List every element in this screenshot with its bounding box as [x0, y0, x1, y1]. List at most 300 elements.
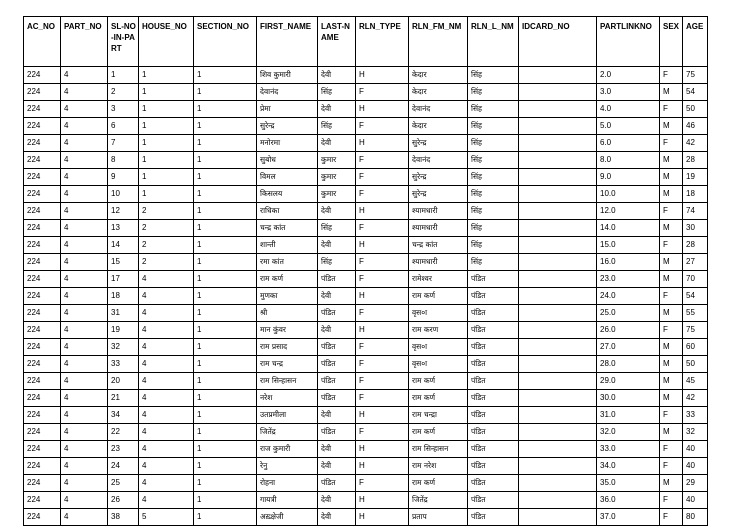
cell-age: 27: [683, 254, 708, 271]
cell-age: 30: [683, 220, 708, 237]
cell-idcard-no: [519, 67, 597, 84]
cell-rln-type: F: [356, 356, 409, 373]
cell-part-no: 4: [61, 441, 108, 458]
cell-idcard-no: [519, 152, 597, 169]
cell-first-name: मनोरमा: [257, 135, 318, 152]
cell-last-name: देवी: [318, 441, 356, 458]
cell-first-name: नरेश: [257, 390, 318, 407]
table-body: [24, 67, 708, 526]
cell-first-name: चन्द्र कांत: [257, 220, 318, 237]
cell-rln-type: H: [356, 458, 409, 475]
cell-part-no: 4: [61, 67, 108, 84]
cell-house-no: 4: [139, 390, 194, 407]
cell-age: 33: [683, 407, 708, 424]
cell-sex: F: [660, 135, 683, 152]
cell-rln-type: F: [356, 390, 409, 407]
cell-rln-type: H: [356, 407, 409, 424]
cell-part-no: 4: [61, 492, 108, 509]
cell-rln-fm-nm: राम करण: [409, 322, 468, 339]
cell-sex: M: [660, 169, 683, 186]
cell-idcard-no: [519, 475, 597, 492]
cell-house-no: 5: [139, 509, 194, 526]
cell-age: 18: [683, 186, 708, 203]
cell-last-name: सिंह: [318, 254, 356, 271]
cell-ac-no: 224: [24, 509, 61, 526]
cell-part-no: 4: [61, 271, 108, 288]
cell-ac-no: 224: [24, 152, 61, 169]
cell-age: 32: [683, 424, 708, 441]
cell-idcard-no: [519, 288, 597, 305]
cell-sl-no: 22: [108, 424, 139, 441]
cell-rln-l-nm: पंडित: [468, 305, 519, 322]
cell-rln-l-nm: पंडित: [468, 407, 519, 424]
cell-rln-type: F: [356, 254, 409, 271]
column-header-part-no: PART_NO: [61, 17, 108, 67]
cell-rln-fm-nm: चन्द्र कांत: [409, 237, 468, 254]
cell-idcard-no: [519, 101, 597, 118]
table-row: [24, 101, 708, 118]
cell-last-name: देवी: [318, 492, 356, 509]
cell-idcard-no: [519, 373, 597, 390]
cell-sex: M: [660, 390, 683, 407]
cell-sl-no: 15: [108, 254, 139, 271]
cell-part-no: 4: [61, 254, 108, 271]
cell-house-no: 1: [139, 101, 194, 118]
cell-section-no: 1: [194, 271, 257, 288]
cell-part-no: 4: [61, 152, 108, 169]
cell-part-no: 4: [61, 220, 108, 237]
cell-rln-l-nm: पंडित: [468, 356, 519, 373]
cell-section-no: 1: [194, 135, 257, 152]
table-row: [24, 509, 708, 526]
cell-partlinkno: 35.0: [597, 475, 660, 492]
column-header-rln-fm-nm: RLN_FM_NM: [409, 17, 468, 67]
cell-section-no: 1: [194, 509, 257, 526]
cell-rln-l-nm: पंडित: [468, 492, 519, 509]
cell-rln-type: H: [356, 135, 409, 152]
cell-age: 40: [683, 441, 708, 458]
cell-section-no: 1: [194, 305, 257, 322]
cell-ac-no: 224: [24, 254, 61, 271]
cell-idcard-no: [519, 407, 597, 424]
cell-idcard-no: [519, 356, 597, 373]
cell-first-name: अख़्क्षेजी: [257, 509, 318, 526]
table-row: [24, 67, 708, 84]
cell-sex: F: [660, 101, 683, 118]
cell-sl-no: 34: [108, 407, 139, 424]
cell-age: 29: [683, 475, 708, 492]
table-row: [24, 186, 708, 203]
cell-partlinkno: 15.0: [597, 237, 660, 254]
cell-house-no: 4: [139, 288, 194, 305]
cell-first-name: मान कुंवर: [257, 322, 318, 339]
cell-rln-fm-nm: रामेश्वर: [409, 271, 468, 288]
cell-sex: F: [660, 458, 683, 475]
cell-ac-no: 224: [24, 220, 61, 237]
table-row: [24, 407, 708, 424]
cell-ac-no: 224: [24, 101, 61, 118]
cell-part-no: 4: [61, 169, 108, 186]
cell-age: 40: [683, 492, 708, 509]
cell-first-name: रमा कांत: [257, 254, 318, 271]
cell-section-no: 1: [194, 67, 257, 84]
cell-last-name: पंडित: [318, 390, 356, 407]
cell-section-no: 1: [194, 254, 257, 271]
cell-last-name: पंडित: [318, 373, 356, 390]
cell-last-name: पंडित: [318, 339, 356, 356]
cell-sex: F: [660, 288, 683, 305]
cell-section-no: 1: [194, 441, 257, 458]
cell-part-no: 4: [61, 305, 108, 322]
cell-rln-l-nm: सिंह: [468, 67, 519, 84]
cell-last-name: पंडित: [318, 271, 356, 288]
cell-house-no: 1: [139, 169, 194, 186]
cell-rln-type: F: [356, 424, 409, 441]
column-header-sex: SEX: [660, 17, 683, 67]
cell-rln-l-nm: पंडित: [468, 288, 519, 305]
cell-idcard-no: [519, 169, 597, 186]
cell-sl-no: 25: [108, 475, 139, 492]
cell-age: 60: [683, 339, 708, 356]
cell-age: 55: [683, 305, 708, 322]
cell-rln-l-nm: सिंह: [468, 220, 519, 237]
cell-part-no: 4: [61, 101, 108, 118]
table-row: [24, 152, 708, 169]
cell-last-name: सिंह: [318, 220, 356, 237]
cell-rln-fm-nm: राम सिन्हासन: [409, 441, 468, 458]
cell-idcard-no: [519, 186, 597, 203]
table-row: [24, 305, 708, 322]
cell-house-no: 4: [139, 492, 194, 509]
cell-section-no: 1: [194, 288, 257, 305]
cell-first-name: प्रेमा: [257, 101, 318, 118]
table-row: [24, 169, 708, 186]
cell-rln-fm-nm: सुरेन्द्र: [409, 169, 468, 186]
cell-first-name: विमल: [257, 169, 318, 186]
cell-idcard-no: [519, 492, 597, 509]
column-header-first-name: FIRST_NAME: [257, 17, 318, 67]
cell-last-name: देवी: [318, 322, 356, 339]
cell-rln-fm-nm: देवानंद: [409, 101, 468, 118]
cell-section-no: 1: [194, 492, 257, 509]
cell-rln-fm-nm: केदार: [409, 67, 468, 84]
cell-sl-no: 12: [108, 203, 139, 220]
cell-partlinkno: 10.0: [597, 186, 660, 203]
cell-last-name: पंडित: [318, 356, 356, 373]
cell-age: 75: [683, 67, 708, 84]
cell-house-no: 4: [139, 322, 194, 339]
cell-house-no: 4: [139, 373, 194, 390]
table-row: [24, 288, 708, 305]
cell-partlinkno: 28.0: [597, 356, 660, 373]
cell-sl-no: 3: [108, 101, 139, 118]
cell-section-no: 1: [194, 169, 257, 186]
cell-partlinkno: 12.0: [597, 203, 660, 220]
cell-ac-no: 224: [24, 424, 61, 441]
cell-sex: M: [660, 424, 683, 441]
cell-first-name: राम कर्ण: [257, 271, 318, 288]
cell-rln-fm-nm: राम कर्ण: [409, 424, 468, 441]
cell-last-name: पंडित: [318, 475, 356, 492]
cell-rln-fm-nm: राम नरेश: [409, 458, 468, 475]
cell-ac-no: 224: [24, 492, 61, 509]
cell-house-no: 2: [139, 237, 194, 254]
cell-rln-fm-nm: प्रताप: [409, 509, 468, 526]
cell-sex: F: [660, 441, 683, 458]
cell-rln-l-nm: सिंह: [468, 152, 519, 169]
header-row: [24, 17, 708, 67]
cell-sex: F: [660, 237, 683, 254]
cell-last-name: देवी: [318, 458, 356, 475]
column-header-idcard-no: IDCARD_NO: [519, 17, 597, 67]
cell-first-name: राधिका: [257, 203, 318, 220]
cell-last-name: देवी: [318, 101, 356, 118]
column-header-rln-l-nm: RLN_L_NM: [468, 17, 519, 67]
cell-ac-no: 224: [24, 169, 61, 186]
cell-rln-l-nm: पंडित: [468, 441, 519, 458]
cell-idcard-no: [519, 305, 597, 322]
table-row: [24, 84, 708, 101]
cell-ac-no: 224: [24, 356, 61, 373]
table-row: [24, 135, 708, 152]
cell-partlinkno: 32.0: [597, 424, 660, 441]
cell-rln-l-nm: सिंह: [468, 118, 519, 135]
cell-rln-fm-nm: श्यामधारी: [409, 220, 468, 237]
cell-rln-type: F: [356, 84, 409, 101]
cell-partlinkno: 8.0: [597, 152, 660, 169]
cell-section-no: 1: [194, 118, 257, 135]
column-header-section-no: SECTION_NO: [194, 17, 257, 67]
cell-house-no: 4: [139, 441, 194, 458]
cell-sex: M: [660, 84, 683, 101]
cell-rln-type: H: [356, 288, 409, 305]
cell-age: 54: [683, 84, 708, 101]
cell-idcard-no: [519, 339, 597, 356]
table-row: [24, 475, 708, 492]
cell-sl-no: 7: [108, 135, 139, 152]
cell-first-name: जितेंद्र: [257, 424, 318, 441]
cell-partlinkno: 25.0: [597, 305, 660, 322]
cell-ac-no: 224: [24, 67, 61, 84]
cell-section-no: 1: [194, 101, 257, 118]
cell-house-no: 1: [139, 186, 194, 203]
cell-idcard-no: [519, 84, 597, 101]
cell-rln-type: H: [356, 237, 409, 254]
cell-last-name: कुमार: [318, 169, 356, 186]
cell-sl-no: 17: [108, 271, 139, 288]
cell-sl-no: 9: [108, 169, 139, 186]
cell-idcard-no: [519, 509, 597, 526]
cell-last-name: देवी: [318, 407, 356, 424]
cell-rln-type: H: [356, 67, 409, 84]
cell-partlinkno: 31.0: [597, 407, 660, 424]
table-row: [24, 203, 708, 220]
cell-part-no: 4: [61, 288, 108, 305]
cell-rln-l-nm: सिंह: [468, 101, 519, 118]
cell-ac-no: 224: [24, 441, 61, 458]
cell-sex: M: [660, 475, 683, 492]
cell-rln-type: F: [356, 169, 409, 186]
cell-idcard-no: [519, 441, 597, 458]
cell-rln-fm-nm: वृस०ा: [409, 356, 468, 373]
cell-partlinkno: 16.0: [597, 254, 660, 271]
cell-part-no: 4: [61, 390, 108, 407]
cell-section-no: 1: [194, 203, 257, 220]
cell-rln-l-nm: सिंह: [468, 186, 519, 203]
cell-part-no: 4: [61, 135, 108, 152]
cell-partlinkno: 5.0: [597, 118, 660, 135]
cell-rln-type: F: [356, 186, 409, 203]
cell-ac-no: 224: [24, 288, 61, 305]
table-row: [24, 220, 708, 237]
cell-section-no: 1: [194, 220, 257, 237]
cell-idcard-no: [519, 458, 597, 475]
cell-age: 50: [683, 101, 708, 118]
cell-rln-type: F: [356, 475, 409, 492]
table-row: [24, 373, 708, 390]
cell-first-name: सुरेन्द्र: [257, 118, 318, 135]
cell-ac-no: 224: [24, 339, 61, 356]
cell-sex: M: [660, 271, 683, 288]
cell-first-name: शिव कुमारी: [257, 67, 318, 84]
cell-idcard-no: [519, 424, 597, 441]
cell-first-name: राम प्रसाद: [257, 339, 318, 356]
cell-rln-fm-nm: केदार: [409, 118, 468, 135]
voter-list-table: [23, 16, 708, 526]
cell-ac-no: 224: [24, 390, 61, 407]
cell-first-name: रेनु: [257, 458, 318, 475]
cell-rln-type: F: [356, 339, 409, 356]
cell-partlinkno: 27.0: [597, 339, 660, 356]
cell-ac-no: 224: [24, 407, 61, 424]
cell-sex: M: [660, 373, 683, 390]
cell-section-no: 1: [194, 390, 257, 407]
cell-ac-no: 224: [24, 373, 61, 390]
cell-house-no: 2: [139, 254, 194, 271]
cell-first-name: राम चन्द्र: [257, 356, 318, 373]
cell-sl-no: 31: [108, 305, 139, 322]
cell-first-name: गायत्री: [257, 492, 318, 509]
cell-part-no: 4: [61, 84, 108, 101]
cell-section-no: 1: [194, 475, 257, 492]
cell-rln-l-nm: सिंह: [468, 84, 519, 101]
cell-rln-type: F: [356, 152, 409, 169]
cell-rln-fm-nm: सुरेन्द्र: [409, 135, 468, 152]
cell-age: 46: [683, 118, 708, 135]
cell-sl-no: 26: [108, 492, 139, 509]
cell-rln-type: H: [356, 492, 409, 509]
cell-sl-no: 10: [108, 186, 139, 203]
cell-sl-no: 33: [108, 356, 139, 373]
cell-house-no: 1: [139, 135, 194, 152]
cell-idcard-no: [519, 220, 597, 237]
cell-sl-no: 24: [108, 458, 139, 475]
table-row: [24, 237, 708, 254]
cell-rln-type: F: [356, 271, 409, 288]
cell-ac-no: 224: [24, 458, 61, 475]
cell-rln-l-nm: सिंह: [468, 169, 519, 186]
cell-house-no: 4: [139, 407, 194, 424]
cell-partlinkno: 14.0: [597, 220, 660, 237]
cell-rln-fm-nm: वृस०ा: [409, 305, 468, 322]
cell-partlinkno: 6.0: [597, 135, 660, 152]
cell-partlinkno: 4.0: [597, 101, 660, 118]
cell-idcard-no: [519, 271, 597, 288]
cell-partlinkno: 33.0: [597, 441, 660, 458]
cell-first-name: किसलय: [257, 186, 318, 203]
cell-rln-fm-nm: देवानंद: [409, 152, 468, 169]
cell-last-name: कुमार: [318, 186, 356, 203]
cell-rln-type: F: [356, 373, 409, 390]
cell-house-no: 4: [139, 424, 194, 441]
cell-rln-l-nm: सिंह: [468, 135, 519, 152]
cell-first-name: मुणका: [257, 288, 318, 305]
cell-rln-l-nm: सिंह: [468, 254, 519, 271]
cell-partlinkno: 24.0: [597, 288, 660, 305]
cell-partlinkno: 2.0: [597, 67, 660, 84]
cell-rln-type: F: [356, 118, 409, 135]
cell-rln-type: H: [356, 441, 409, 458]
cell-last-name: पंडित: [318, 305, 356, 322]
cell-partlinkno: 34.0: [597, 458, 660, 475]
cell-sex: F: [660, 509, 683, 526]
table-row: [24, 492, 708, 509]
cell-part-no: 4: [61, 356, 108, 373]
cell-sex: F: [660, 407, 683, 424]
cell-ac-no: 224: [24, 118, 61, 135]
cell-rln-fm-nm: जितेंद्र: [409, 492, 468, 509]
cell-last-name: देवी: [318, 509, 356, 526]
cell-sex: M: [660, 356, 683, 373]
cell-sex: F: [660, 67, 683, 84]
cell-sex: F: [660, 492, 683, 509]
cell-first-name: शान्ती: [257, 237, 318, 254]
cell-ac-no: 224: [24, 237, 61, 254]
cell-rln-fm-nm: राम कर्ण: [409, 390, 468, 407]
cell-ac-no: 224: [24, 84, 61, 101]
cell-partlinkno: 26.0: [597, 322, 660, 339]
cell-ac-no: 224: [24, 305, 61, 322]
cell-age: 80: [683, 509, 708, 526]
cell-age: 28: [683, 152, 708, 169]
cell-sex: M: [660, 220, 683, 237]
cell-house-no: 4: [139, 339, 194, 356]
column-header-partlinkno: PARTLINKNO: [597, 17, 660, 67]
cell-rln-l-nm: सिंह: [468, 203, 519, 220]
cell-age: 19: [683, 169, 708, 186]
cell-section-no: 1: [194, 458, 257, 475]
cell-sl-no: 6: [108, 118, 139, 135]
cell-rln-fm-nm: राम कर्ण: [409, 475, 468, 492]
cell-sl-no: 23: [108, 441, 139, 458]
cell-last-name: पंडित: [318, 424, 356, 441]
cell-house-no: 2: [139, 220, 194, 237]
cell-section-no: 1: [194, 84, 257, 101]
cell-rln-l-nm: पंडित: [468, 373, 519, 390]
cell-part-no: 4: [61, 118, 108, 135]
cell-age: 54: [683, 288, 708, 305]
cell-sl-no: 8: [108, 152, 139, 169]
cell-last-name: देवी: [318, 135, 356, 152]
cell-rln-l-nm: पंडित: [468, 509, 519, 526]
cell-rln-l-nm: पंडित: [468, 271, 519, 288]
cell-house-no: 4: [139, 305, 194, 322]
cell-idcard-no: [519, 322, 597, 339]
table-row: [24, 322, 708, 339]
column-header-rln-type: RLN_TYPE: [356, 17, 409, 67]
cell-rln-l-nm: पंडित: [468, 390, 519, 407]
table-row: [24, 441, 708, 458]
